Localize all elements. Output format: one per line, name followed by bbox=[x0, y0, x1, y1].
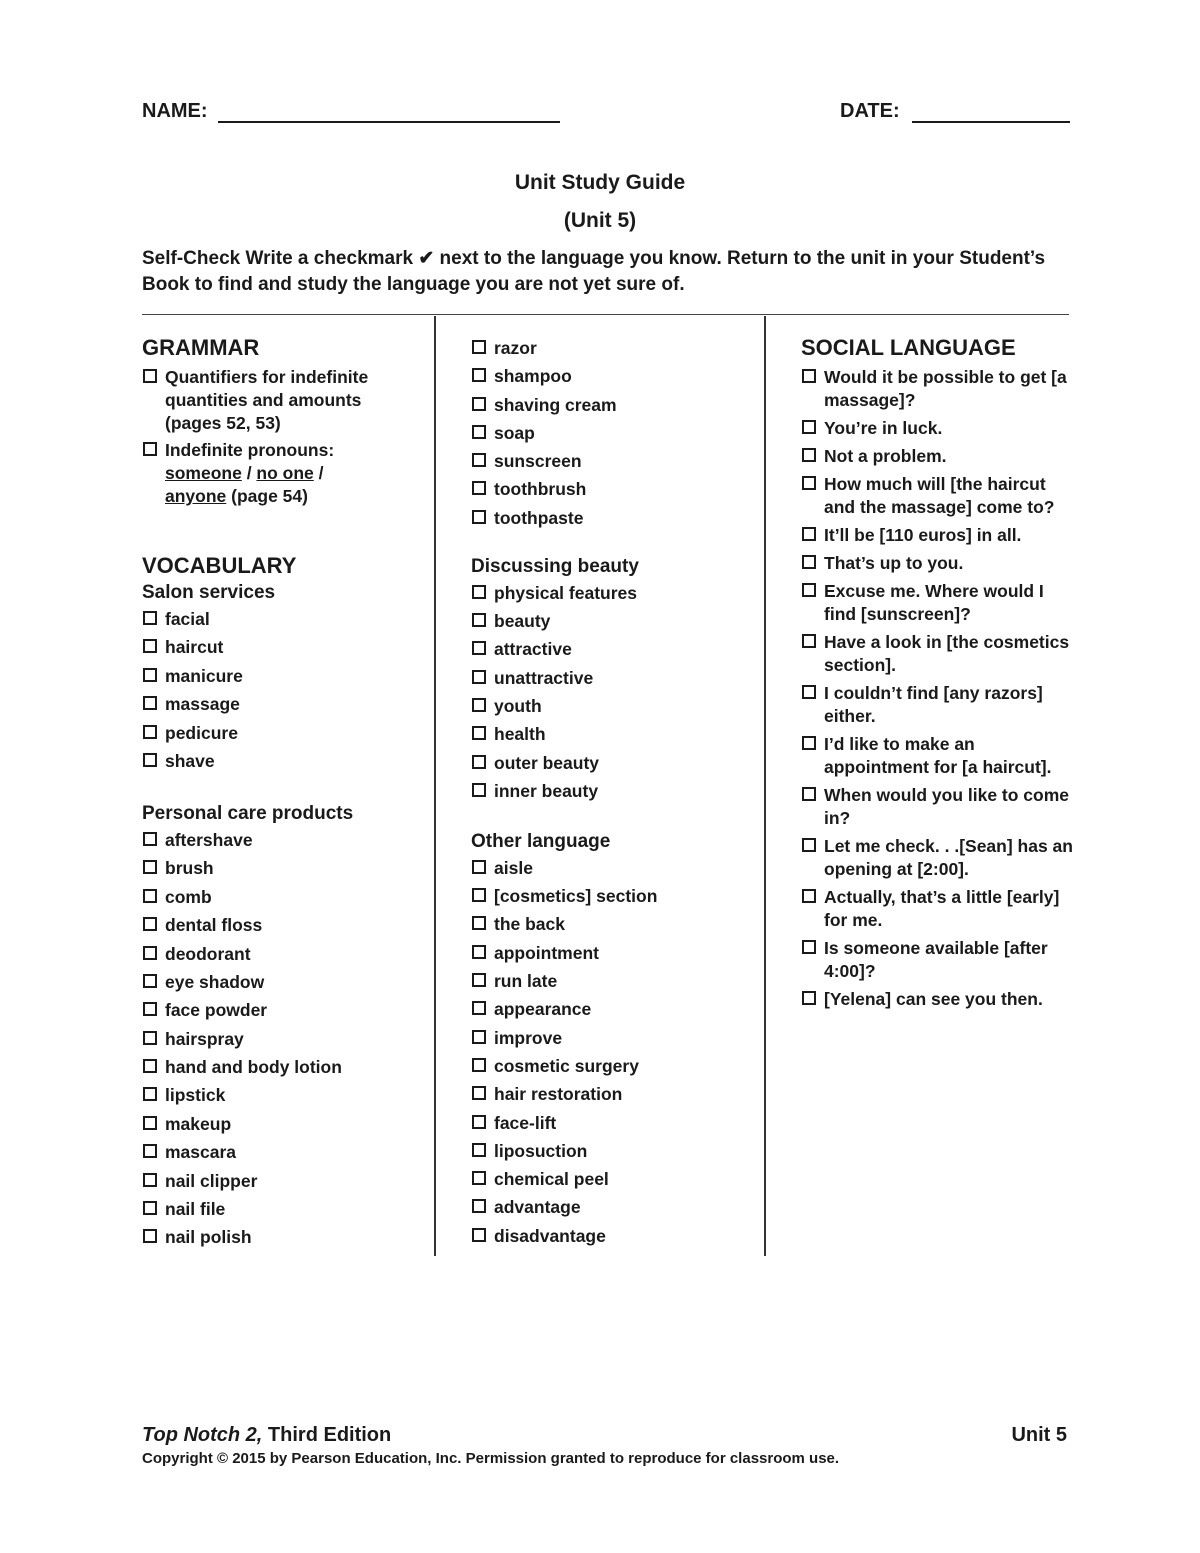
checkbox[interactable] bbox=[143, 946, 157, 960]
checklist-item[interactable] bbox=[471, 1140, 756, 1163]
item-label: outer beauty bbox=[494, 752, 600, 773]
checkbox[interactable] bbox=[472, 670, 486, 684]
item-label: health bbox=[494, 724, 546, 745]
checkbox[interactable] bbox=[802, 787, 816, 801]
item-label: comb bbox=[165, 886, 212, 907]
column-1 bbox=[142, 334, 427, 1255]
column-3 bbox=[801, 334, 1076, 1016]
checklist-item[interactable] bbox=[142, 971, 427, 994]
checkbox[interactable] bbox=[802, 736, 816, 750]
item-label: dental floss bbox=[165, 915, 263, 936]
checklist-item[interactable] bbox=[471, 1168, 756, 1191]
checklist-item[interactable] bbox=[801, 733, 1076, 779]
checklist-item[interactable] bbox=[471, 394, 756, 417]
checkbox[interactable] bbox=[143, 1087, 157, 1101]
item-label: beauty bbox=[494, 611, 551, 632]
checklist-item[interactable] bbox=[471, 1083, 756, 1106]
item-label: It’ll be [110 euros] in all. bbox=[824, 525, 1022, 545]
checklist-item[interactable] bbox=[471, 638, 756, 661]
item-label: manicure bbox=[165, 665, 243, 686]
checklist-item[interactable] bbox=[142, 914, 427, 937]
checkbox[interactable] bbox=[472, 783, 486, 797]
book-title: Top Notch 2, Third Edition bbox=[142, 1424, 392, 1446]
item-label: mascara bbox=[165, 1142, 237, 1163]
checkbox[interactable] bbox=[802, 476, 816, 490]
item-label: appointment bbox=[494, 942, 599, 963]
item-label: pedicure bbox=[165, 722, 238, 743]
checklist-item[interactable] bbox=[471, 998, 756, 1021]
item-label: soap bbox=[494, 422, 535, 443]
checkbox[interactable] bbox=[472, 510, 486, 524]
checkbox[interactable] bbox=[143, 725, 157, 739]
item-label: deodorant bbox=[165, 943, 251, 964]
checkbox[interactable] bbox=[143, 442, 157, 456]
item-label: Indefinite pronouns: someone / no one / anyone (page 54) bbox=[165, 440, 335, 506]
item-label: youth bbox=[494, 695, 542, 716]
item-label: Let me check. . .[Sean] has an opening at [2:00]. bbox=[824, 836, 1073, 879]
grammar-heading: GRAMMAR bbox=[142, 335, 260, 360]
checklist-item[interactable] bbox=[142, 886, 427, 909]
checklist-item[interactable] bbox=[142, 1084, 427, 1107]
checkbox[interactable] bbox=[472, 425, 486, 439]
checkbox[interactable] bbox=[472, 1058, 486, 1072]
item-label: hand and body lotion bbox=[165, 1057, 342, 1078]
checklist-item[interactable] bbox=[801, 784, 1076, 830]
checklist-item[interactable] bbox=[471, 1027, 756, 1050]
name-label: NAME: bbox=[142, 100, 208, 122]
checkbox[interactable] bbox=[143, 753, 157, 767]
checklist-item[interactable] bbox=[471, 667, 756, 690]
checklist-item[interactable] bbox=[471, 422, 756, 445]
checkbox[interactable] bbox=[472, 613, 486, 627]
self-check-instructions bbox=[142, 246, 1062, 298]
item-label: shampoo bbox=[494, 366, 572, 387]
checkbox[interactable] bbox=[802, 420, 816, 434]
other-language-heading: Other language bbox=[471, 830, 611, 852]
checklist-item[interactable] bbox=[471, 695, 756, 718]
item-label: improve bbox=[494, 1027, 563, 1048]
self-check-label: Self-Check bbox=[142, 248, 241, 269]
checklist-item[interactable] bbox=[471, 1055, 756, 1078]
item-label: nail polish bbox=[165, 1227, 252, 1248]
checkbox[interactable] bbox=[802, 991, 816, 1005]
checklist-item[interactable] bbox=[801, 366, 1076, 412]
checklist-item[interactable] bbox=[471, 582, 756, 605]
item-label: brush bbox=[165, 858, 214, 879]
checkbox[interactable] bbox=[472, 916, 486, 930]
checklist-item[interactable] bbox=[471, 942, 756, 965]
checkbox[interactable] bbox=[472, 860, 486, 874]
personal-care-heading: Personal care products bbox=[142, 802, 354, 824]
item-label: Is someone available [after 4:00]? bbox=[824, 938, 1048, 981]
item-label: aisle bbox=[494, 857, 533, 878]
checklist-item[interactable] bbox=[471, 780, 756, 803]
item-label: advantage bbox=[494, 1197, 581, 1218]
item-label: chemical peel bbox=[494, 1169, 609, 1190]
checkbox[interactable] bbox=[143, 1229, 157, 1243]
checkbox[interactable] bbox=[802, 369, 816, 383]
item-label: the back bbox=[494, 914, 565, 935]
checkbox[interactable] bbox=[802, 634, 816, 648]
item-label: physical features bbox=[494, 582, 637, 603]
item-label: attractive bbox=[494, 639, 572, 660]
checkbox[interactable] bbox=[143, 668, 157, 682]
checklist-item[interactable] bbox=[142, 829, 427, 852]
checkbox[interactable] bbox=[143, 860, 157, 874]
item-label: When would you like to come in? bbox=[824, 785, 1070, 828]
item-label: massage bbox=[165, 694, 240, 715]
item-label: toothpaste bbox=[494, 507, 584, 528]
checkbox[interactable] bbox=[143, 1144, 157, 1158]
checkbox[interactable] bbox=[143, 1173, 157, 1187]
checkbox[interactable] bbox=[472, 340, 486, 354]
checklist-item[interactable] bbox=[142, 943, 427, 966]
checklist-item[interactable] bbox=[801, 524, 1076, 547]
checkbox[interactable] bbox=[472, 481, 486, 495]
date-field[interactable] bbox=[912, 99, 1070, 123]
item-label: face powder bbox=[165, 1000, 268, 1021]
item-label: lipstick bbox=[165, 1085, 226, 1106]
checklist-item[interactable] bbox=[801, 552, 1076, 575]
item-label: I couldn’t find [any razors] either. bbox=[824, 683, 1043, 726]
checkbox[interactable] bbox=[472, 698, 486, 712]
grammar-item[interactable] bbox=[142, 366, 427, 435]
checkbox[interactable] bbox=[472, 368, 486, 382]
item-label: inner beauty bbox=[494, 780, 599, 801]
checklist-item[interactable] bbox=[142, 636, 427, 659]
checklist-item[interactable] bbox=[801, 417, 1076, 440]
checklist-item[interactable] bbox=[801, 580, 1076, 626]
checklist-item[interactable] bbox=[801, 835, 1076, 881]
grammar-item[interactable] bbox=[142, 439, 427, 508]
checkbox[interactable] bbox=[472, 453, 486, 467]
checkbox[interactable] bbox=[143, 889, 157, 903]
item-label: face-lift bbox=[494, 1112, 557, 1133]
checklist-item[interactable] bbox=[142, 857, 427, 880]
checkbox[interactable] bbox=[143, 639, 157, 653]
checklist-item[interactable] bbox=[801, 631, 1076, 677]
item-label: [cosmetics] section bbox=[494, 886, 658, 907]
checklist-item[interactable] bbox=[142, 1141, 427, 1164]
checklist-item[interactable] bbox=[471, 1112, 756, 1135]
divider bbox=[142, 314, 1069, 315]
checklist-item[interactable] bbox=[471, 1225, 756, 1248]
checkbox[interactable] bbox=[143, 974, 157, 988]
item-label: That’s up to you. bbox=[824, 553, 964, 573]
checkbox[interactable] bbox=[802, 889, 816, 903]
copyright-notice: Copyright © 2015 by Pearson Education, Inc. Permission granted to reproduce for classroom use. bbox=[142, 1450, 840, 1467]
item-label: disadvantage bbox=[494, 1225, 606, 1246]
checklist-item[interactable] bbox=[142, 693, 427, 716]
item-label: hair restoration bbox=[494, 1084, 623, 1105]
self-check-text: Write a checkmark ✔ next to the language you know. Return to the unit in your Student’s Book to find and study the language you are not yet sure of. bbox=[142, 248, 1051, 295]
name-field[interactable] bbox=[218, 99, 560, 123]
item-label: makeup bbox=[165, 1113, 232, 1134]
checklist-item[interactable] bbox=[471, 610, 756, 633]
salon-services-heading: Salon services bbox=[142, 582, 276, 603]
item-label: Not a problem. bbox=[824, 446, 947, 466]
item-label: sunscreen bbox=[494, 451, 582, 472]
checklist-item[interactable] bbox=[142, 722, 427, 745]
checklist-item[interactable] bbox=[801, 682, 1076, 728]
checklist-item[interactable] bbox=[471, 752, 756, 775]
item-label: haircut bbox=[165, 637, 224, 658]
item-label: Excuse me. Where would I find [sunscreen]? bbox=[824, 581, 1044, 624]
checkbox[interactable] bbox=[143, 1031, 157, 1045]
checklist-item[interactable] bbox=[471, 857, 756, 880]
checklist-item[interactable] bbox=[801, 445, 1076, 468]
page-title: Unit Study Guide bbox=[514, 171, 686, 194]
checklist-item[interactable] bbox=[471, 970, 756, 993]
item-label: aftershave bbox=[165, 829, 253, 850]
item-label: hairspray bbox=[165, 1028, 244, 1049]
checkbox[interactable] bbox=[802, 555, 816, 569]
checklist-item[interactable] bbox=[142, 1170, 427, 1193]
checklist-item[interactable] bbox=[471, 450, 756, 473]
checklist-item[interactable] bbox=[801, 886, 1076, 932]
item-label: I’d like to make an appointment for [a haircut]. bbox=[824, 734, 1052, 777]
social-language-heading: SOCIAL LANGUAGE bbox=[801, 335, 1016, 360]
item-label: razor bbox=[494, 338, 537, 358]
checkbox[interactable] bbox=[472, 1001, 486, 1015]
checkbox[interactable] bbox=[143, 611, 157, 625]
checkbox[interactable] bbox=[472, 945, 486, 959]
checkbox[interactable] bbox=[143, 1201, 157, 1215]
checkbox[interactable] bbox=[472, 1030, 486, 1044]
item-label: Have a look in [the cosmetics section]. bbox=[824, 632, 1070, 675]
checklist-item[interactable] bbox=[801, 473, 1076, 519]
item-label: nail file bbox=[165, 1199, 226, 1220]
checklist-item[interactable] bbox=[471, 1196, 756, 1219]
item-label: liposuction bbox=[494, 1140, 588, 1161]
discussing-beauty-heading: Discussing beauty bbox=[471, 555, 639, 577]
checklist-item[interactable] bbox=[142, 1198, 427, 1221]
checklist-item[interactable] bbox=[142, 750, 427, 773]
checklist-item[interactable] bbox=[142, 999, 427, 1022]
checkbox[interactable] bbox=[802, 838, 816, 852]
item-label: You’re in luck. bbox=[824, 418, 943, 438]
checklist-item[interactable] bbox=[471, 885, 756, 908]
checkbox[interactable] bbox=[802, 527, 816, 541]
checkbox[interactable] bbox=[143, 832, 157, 846]
checkbox[interactable] bbox=[472, 888, 486, 902]
checkbox[interactable] bbox=[143, 1116, 157, 1130]
checkbox[interactable] bbox=[472, 1199, 486, 1213]
checkbox[interactable] bbox=[802, 448, 816, 462]
item-label: How much will [the haircut and the massage] come to? bbox=[824, 474, 1055, 517]
checklist-item[interactable] bbox=[142, 608, 427, 631]
item-label: eye shadow bbox=[165, 971, 265, 992]
item-label: appearance bbox=[494, 999, 592, 1020]
checkbox[interactable] bbox=[472, 1143, 486, 1157]
item-label: shaving cream bbox=[494, 394, 617, 415]
unit-subtitle: (Unit 5) bbox=[563, 209, 637, 232]
checkbox[interactable] bbox=[143, 1002, 157, 1016]
item-label: cosmetic surgery bbox=[494, 1055, 639, 1076]
checklist-item[interactable] bbox=[471, 507, 756, 530]
checklist-item[interactable] bbox=[142, 1226, 427, 1249]
checklist-item[interactable] bbox=[471, 478, 756, 501]
checklist-item[interactable] bbox=[142, 1113, 427, 1136]
item-label: Actually, that’s a little [early] for me. bbox=[824, 887, 1060, 930]
column-divider-2 bbox=[764, 316, 766, 1256]
checkbox[interactable] bbox=[472, 1171, 486, 1185]
item-label: facial bbox=[165, 609, 210, 629]
item-label: Would it be possible to get [a massage]? bbox=[824, 367, 1067, 410]
checkbox[interactable] bbox=[472, 641, 486, 655]
checklist-item[interactable] bbox=[471, 337, 756, 360]
item-label: nail clipper bbox=[165, 1170, 258, 1191]
item-label: unattractive bbox=[494, 667, 594, 688]
checkbox[interactable] bbox=[472, 973, 486, 987]
checklist-item[interactable] bbox=[142, 1028, 427, 1051]
checkbox[interactable] bbox=[143, 1059, 157, 1073]
column-divider-1 bbox=[434, 316, 436, 1256]
item-label: Quantifiers for indefinite quantities and amounts (pages 52, 53) bbox=[165, 367, 369, 433]
checkbox[interactable] bbox=[802, 685, 816, 699]
checklist-item[interactable] bbox=[142, 665, 427, 688]
checklist-item[interactable] bbox=[801, 937, 1076, 983]
checkbox[interactable] bbox=[472, 585, 486, 599]
item-label: [Yelena] can see you then. bbox=[824, 989, 1043, 1009]
checkbox[interactable] bbox=[143, 369, 157, 383]
vocabulary-heading: VOCABULARY bbox=[142, 553, 297, 578]
checkbox[interactable] bbox=[802, 940, 816, 954]
checkbox[interactable] bbox=[472, 1228, 486, 1242]
checkbox[interactable] bbox=[472, 397, 486, 411]
item-label: toothbrush bbox=[494, 479, 587, 500]
checkbox[interactable] bbox=[802, 583, 816, 597]
checkbox[interactable] bbox=[143, 696, 157, 710]
checklist-item[interactable] bbox=[142, 1056, 427, 1079]
item-label: run late bbox=[494, 971, 558, 992]
checkbox[interactable] bbox=[143, 917, 157, 931]
checkbox[interactable] bbox=[472, 755, 486, 769]
date-label: DATE: bbox=[840, 100, 900, 122]
checklist-item[interactable] bbox=[471, 365, 756, 388]
checklist-item[interactable] bbox=[471, 913, 756, 936]
column-2 bbox=[471, 337, 756, 1253]
checklist-item[interactable] bbox=[801, 988, 1076, 1011]
checkbox[interactable] bbox=[472, 1115, 486, 1129]
item-label: shave bbox=[165, 750, 215, 771]
footer-unit: Unit 5 bbox=[1011, 1424, 1067, 1446]
checkbox[interactable] bbox=[472, 1086, 486, 1100]
checkbox[interactable] bbox=[472, 726, 486, 740]
checklist-item[interactable] bbox=[471, 723, 756, 746]
